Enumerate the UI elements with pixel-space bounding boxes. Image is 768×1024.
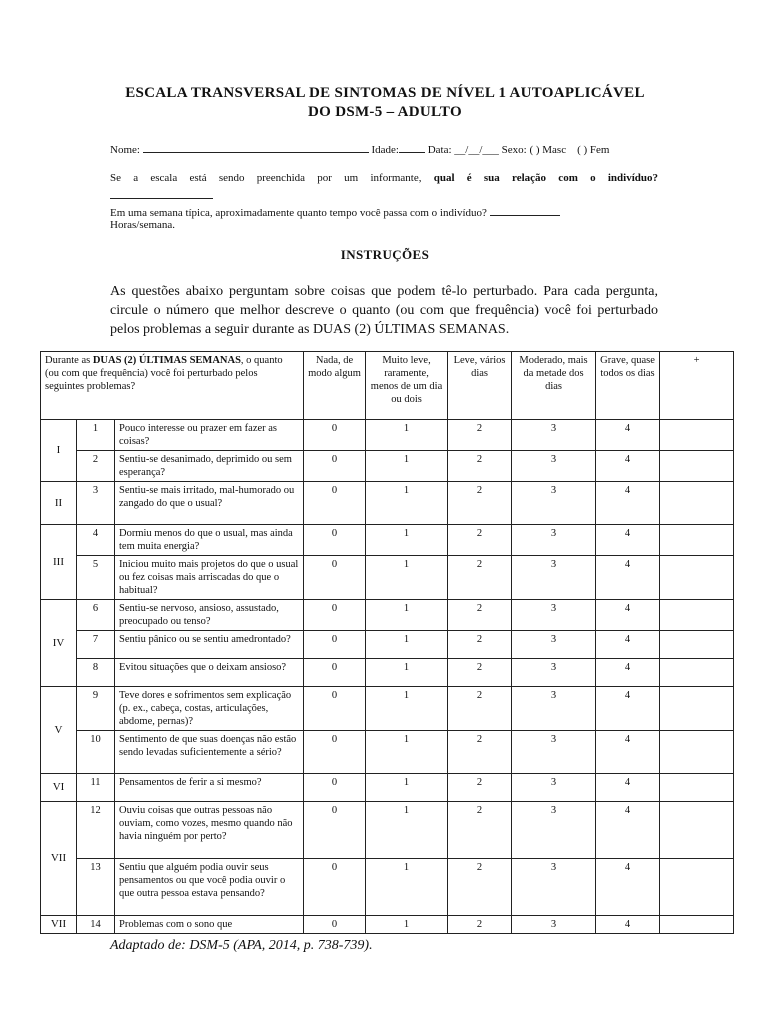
score-0[interactable]: 0 [304, 600, 366, 631]
item-text: Sentiu-se desanimado, deprimido ou sem esperança? [115, 451, 304, 482]
col-header-moderado: Moderado, mais da metade dos dias [512, 352, 596, 420]
question-header: Durante as DUAS (2) ÚLTIMAS SEMANAS, o quanto (ou com que frequência) você foi perturbado pelos seguintes problemas? [41, 352, 304, 420]
plus-cell[interactable] [660, 802, 734, 859]
score-1[interactable]: 1 [366, 659, 448, 687]
table-row [41, 525, 734, 556]
item-number: 14 [77, 916, 115, 934]
domain-cell: IV [41, 600, 77, 687]
score-2[interactable]: 2 [448, 631, 512, 659]
score-4[interactable]: 4 [596, 420, 660, 451]
score-1[interactable]: 1 [366, 802, 448, 859]
sexo-fem-option[interactable]: ( ) Fem [577, 144, 610, 156]
week-suffix: Horas/semana. [110, 219, 176, 231]
week-time-line [110, 204, 658, 220]
score-2[interactable]: 2 [448, 525, 512, 556]
score-4[interactable]: 4 [596, 659, 660, 687]
score-0[interactable]: 0 [304, 482, 366, 525]
item-text: Teve dores e sofrimentos sem explicação (p. ex., cabeça, costas, articulações, abdome, pernas)? [115, 687, 304, 731]
plus-cell[interactable] [660, 631, 734, 659]
table-row [41, 916, 734, 934]
item-number: 4 [77, 525, 115, 556]
score-3[interactable]: 3 [512, 525, 596, 556]
idade-field[interactable] [399, 141, 425, 153]
score-4[interactable]: 4 [596, 525, 660, 556]
score-1[interactable]: 1 [366, 600, 448, 631]
score-3[interactable]: 3 [512, 482, 596, 525]
score-4[interactable]: 4 [596, 802, 660, 859]
item-number: 1 [77, 420, 115, 451]
score-3[interactable]: 3 [512, 631, 596, 659]
score-4[interactable]: 4 [596, 600, 660, 631]
score-0[interactable]: 0 [304, 525, 366, 556]
instructions-text: As questões abaixo perguntam sobre coisas que podem tê-lo perturbado. Para cada pergunta, circule o número que melhor descreve o quanto (ou com que frequência) você foi perturbado pelos problemas a seguir durante as DUAS (2) ÚLTIMAS SEMANAS. [110, 284, 658, 337]
table-row [41, 687, 734, 731]
item-number: 13 [77, 859, 115, 916]
item-text: Sentiu-se nervoso, ansioso, assustado, preocupado ou tenso? [115, 600, 304, 631]
score-0[interactable]: 0 [304, 731, 366, 774]
score-1[interactable]: 1 [366, 774, 448, 802]
score-1[interactable]: 1 [366, 482, 448, 525]
table-row [41, 600, 734, 631]
title-line-2: DO DSM-5 – ADULTO [308, 104, 462, 120]
score-4[interactable]: 4 [596, 916, 660, 934]
table-row [41, 556, 734, 600]
week-hours-field[interactable] [490, 204, 560, 216]
informant-question: qual é sua relação com o indivíduo? [433, 172, 658, 184]
informant-line [110, 171, 658, 185]
score-2[interactable]: 2 [448, 420, 512, 451]
score-1[interactable]: 1 [366, 451, 448, 482]
score-2[interactable]: 2 [448, 600, 512, 631]
week-text: Em uma semana típica, aproximadamente quanto tempo você passa com o indivíduo? [110, 207, 487, 219]
score-3[interactable]: 3 [512, 774, 596, 802]
item-number: 2 [77, 451, 115, 482]
score-0[interactable]: 0 [304, 774, 366, 802]
sexo-masc-option[interactable]: Sexo: ( ) Masc [501, 144, 567, 156]
table-row [41, 731, 734, 774]
score-2[interactable]: 2 [448, 774, 512, 802]
score-1[interactable]: 1 [366, 859, 448, 916]
domain-cell: II [41, 482, 77, 525]
item-number: 6 [77, 600, 115, 631]
item-number: 7 [77, 631, 115, 659]
instructions-title: INSTRUÇÕES [340, 247, 430, 262]
table-row [41, 774, 734, 802]
symptom-scale-table [40, 351, 734, 934]
table-row [41, 482, 734, 525]
score-2[interactable]: 2 [448, 659, 512, 687]
score-3[interactable]: 3 [512, 600, 596, 631]
score-4[interactable]: 4 [596, 687, 660, 731]
score-0[interactable]: 0 [304, 859, 366, 916]
score-1[interactable]: 1 [366, 556, 448, 600]
item-text: Iniciou muito mais projetos do que o usual ou fez coisas mais arriscadas do que o habitual? [115, 556, 304, 600]
title-line-1: ESCALA TRANSVERSAL DE SINTOMAS DE NÍVEL 1 AUTOAPLICÁVEL [125, 85, 645, 101]
score-0[interactable]: 0 [304, 451, 366, 482]
score-3[interactable]: 3 [512, 659, 596, 687]
plus-cell[interactable] [660, 451, 734, 482]
source-footnote: Adaptado de: DSM-5 (APA, 2014, p. 738-739). [110, 938, 373, 953]
informant-answer-line[interactable] [110, 198, 213, 199]
score-1[interactable]: 1 [366, 687, 448, 731]
score-1[interactable]: 1 [366, 631, 448, 659]
score-4[interactable]: 4 [596, 556, 660, 600]
plus-cell[interactable] [660, 525, 734, 556]
score-0[interactable]: 0 [304, 916, 366, 934]
plus-cell[interactable] [660, 859, 734, 916]
score-3[interactable]: 3 [512, 556, 596, 600]
col-header-muito-leve: Muito leve, raramente, menos de um dia ou dois [366, 352, 448, 420]
item-text: Sentimento de que suas doenças não estão sendo levadas suficientemente a sério? [115, 731, 304, 774]
plus-cell[interactable] [660, 659, 734, 687]
score-1[interactable]: 1 [366, 916, 448, 934]
score-4[interactable]: 4 [596, 731, 660, 774]
score-3[interactable]: 3 [512, 420, 596, 451]
domain-cell: VI [41, 774, 77, 802]
score-0[interactable]: 0 [304, 631, 366, 659]
domain-cell: VII [41, 802, 77, 916]
score-1[interactable]: 1 [366, 525, 448, 556]
score-2[interactable]: 2 [448, 859, 512, 916]
col-header-grave: Grave, quase todos os dias [596, 352, 660, 420]
item-number: 5 [77, 556, 115, 600]
form-title [60, 84, 710, 122]
score-2[interactable]: 2 [448, 482, 512, 525]
score-3[interactable]: 3 [512, 859, 596, 916]
score-2[interactable]: 2 [448, 451, 512, 482]
plus-cell[interactable] [660, 556, 734, 600]
score-0[interactable]: 0 [304, 556, 366, 600]
table-row [41, 659, 734, 687]
table-row [41, 802, 734, 859]
idade-label: Idade: [371, 144, 399, 156]
item-text: Pouco interesse ou prazer em fazer as coisas? [115, 420, 304, 451]
nome-field[interactable] [143, 141, 369, 153]
item-number: 9 [77, 687, 115, 731]
score-4[interactable]: 4 [596, 859, 660, 916]
item-text: Sentiu pânico ou se sentiu amedrontado? [115, 631, 304, 659]
item-text: Dormiu menos do que o usual, mas ainda tem muita energia? [115, 525, 304, 556]
plus-cell[interactable] [660, 731, 734, 774]
item-number: 12 [77, 802, 115, 859]
item-number: 10 [77, 731, 115, 774]
item-text: Ouviu coisas que outras pessoas não ouviam, como vozes, mesmo quando não havia ninguém por perto? [115, 802, 304, 859]
domain-cell: I [41, 420, 77, 482]
col-header-plus: + [660, 352, 734, 420]
score-1[interactable]: 1 [366, 420, 448, 451]
data-label: Data: [427, 144, 452, 156]
score-0[interactable]: 0 [304, 687, 366, 731]
score-3[interactable]: 3 [512, 451, 596, 482]
score-4[interactable]: 4 [596, 482, 660, 525]
item-number: 8 [77, 659, 115, 687]
score-2[interactable]: 2 [448, 687, 512, 731]
item-text: Sentiu-se mais irritado, mal-humorado ou zangado do que o usual? [115, 482, 304, 525]
score-4[interactable]: 4 [596, 631, 660, 659]
score-0[interactable]: 0 [304, 802, 366, 859]
table-row [41, 631, 734, 659]
table-row [41, 859, 734, 916]
score-4[interactable]: 4 [596, 451, 660, 482]
item-text: Problemas com o sono que [115, 916, 304, 934]
table-row [41, 420, 734, 451]
plus-cell[interactable] [660, 600, 734, 631]
score-3[interactable]: 3 [512, 802, 596, 859]
score-2[interactable]: 2 [448, 916, 512, 934]
score-2[interactable]: 2 [448, 731, 512, 774]
table-row [41, 451, 734, 482]
nome-label: Nome: [110, 144, 140, 156]
score-3[interactable]: 3 [512, 687, 596, 731]
identification-line [110, 141, 610, 157]
score-2[interactable]: 2 [448, 556, 512, 600]
domain-cell: III [41, 525, 77, 600]
plus-cell[interactable] [660, 916, 734, 934]
item-text: Pensamentos de ferir a si mesmo? [115, 774, 304, 802]
domain-cell: V [41, 687, 77, 774]
score-0[interactable]: 0 [304, 420, 366, 451]
col-header-leve: Leve, vários dias [448, 352, 512, 420]
item-text: Evitou situações que o deixam ansioso? [115, 659, 304, 687]
item-number: 11 [77, 774, 115, 802]
item-number: 3 [77, 482, 115, 525]
plus-cell[interactable] [660, 420, 734, 451]
item-text: Sentiu que alguém podia ouvir seus pensamentos ou que você podia ouvir o que outra pessoa estava pensando? [115, 859, 304, 916]
score-3[interactable]: 3 [512, 731, 596, 774]
data-field[interactable]: __/__/___ [454, 144, 499, 156]
plus-cell[interactable] [660, 687, 734, 731]
score-1[interactable]: 1 [366, 731, 448, 774]
domain-cell: VII [41, 916, 77, 934]
plus-cell[interactable] [660, 482, 734, 525]
col-header-nada: Nada, de modo algum [304, 352, 366, 420]
score-0[interactable]: 0 [304, 659, 366, 687]
plus-cell[interactable] [660, 774, 734, 802]
score-3[interactable]: 3 [512, 916, 596, 934]
score-2[interactable]: 2 [448, 802, 512, 859]
table-header-row [41, 352, 734, 420]
informant-text: Se a escala está sendo preenchida por um informante, [110, 172, 422, 184]
score-4[interactable]: 4 [596, 774, 660, 802]
